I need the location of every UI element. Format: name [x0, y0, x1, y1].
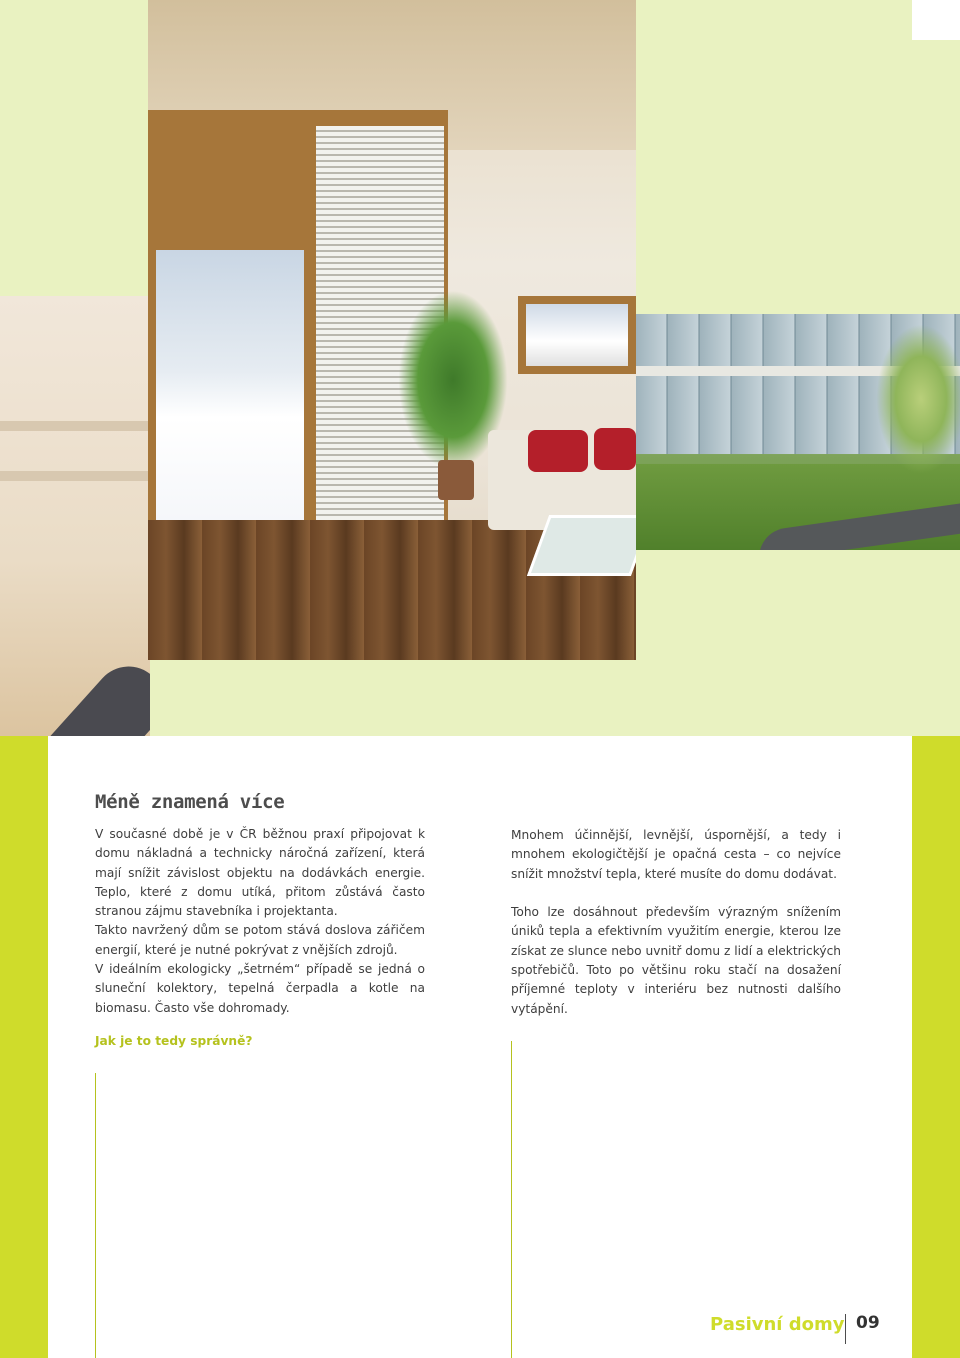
photo-building-exterior — [636, 314, 960, 550]
arm-sleeve — [0, 652, 150, 736]
side-window — [518, 296, 636, 374]
footer-section-title: Pasivní domy — [710, 1314, 845, 1335]
side-window-glass — [526, 304, 628, 366]
red-pillow — [528, 430, 588, 472]
left-text-column — [95, 825, 425, 1018]
column-rule-left — [95, 1073, 96, 1358]
paragraph: V ideálním ekologicky „šetrném“ případě se jedná o sluneční kolektory, tepelná čerpadla a kotle na biomasu. Často vše dohromady. — [95, 962, 425, 1015]
paragraph: Toho lze dosáhnout především výrazným snížením úniků tepla a efektivním využitím energie, kterou lze získat ze slunce nebo uvnitř domu z lidí a elektrických spotřebičů. Toto po většinu roku stačí na dosažení příjemné teploty v interiéru bez nutnosti dalšího vytápění. — [511, 905, 841, 1016]
shelf — [0, 471, 150, 481]
red-pillow — [594, 428, 636, 470]
corner-notch — [912, 0, 960, 40]
left-accent-bar — [0, 736, 48, 1358]
article-headline: Méně znamená více — [95, 791, 285, 813]
footer-separator — [845, 1314, 846, 1344]
right-text-column — [511, 826, 841, 1019]
paragraph: Takto navržený dům se potom stává doslova zářičem energií, které je nutné pokrývat z vnějších zdrojů. — [95, 923, 425, 957]
photo-interior-room — [148, 0, 636, 660]
photo-person-on-ottoman — [0, 296, 150, 736]
right-accent-bar — [912, 736, 960, 1358]
subheading: Jak je to tedy správně? — [95, 1034, 253, 1048]
plant-pot — [438, 460, 474, 500]
birch-tree — [876, 324, 960, 474]
paragraph: V současné době je v ČR běžnou praxí připojovat k domu nákladná a technicky náročná zařízení, která mají snížit závislost objektu na dodávkách energie. Teplo, které z domu utíká, přitom zůstává často stranou zájmu stavebníka i projektanta. — [95, 827, 425, 919]
paragraph: Mnohem účinnější, levnější, úspornější, a tedy i mnohem ekologičtější je opačná cesta – co nejvíce snížit množství tepla, které musíte do domu dodávat. — [511, 828, 841, 881]
window-pane-left — [156, 250, 304, 520]
column-rule-right — [511, 1041, 512, 1358]
page-number: 09 — [856, 1313, 880, 1333]
shelf — [0, 421, 150, 431]
